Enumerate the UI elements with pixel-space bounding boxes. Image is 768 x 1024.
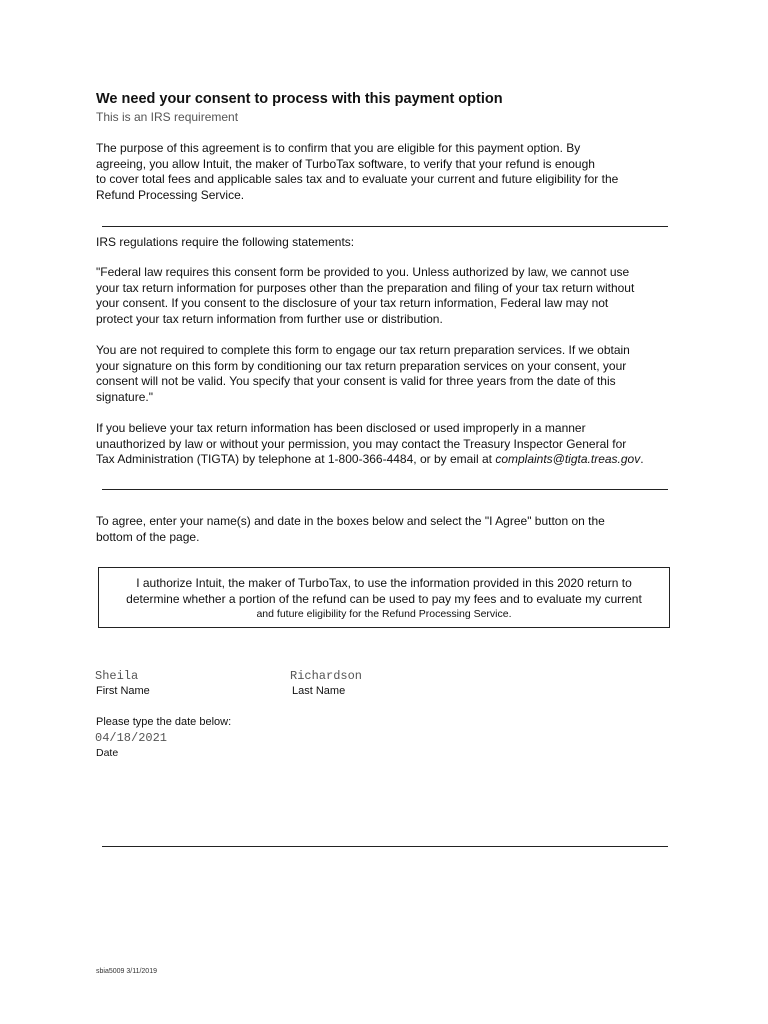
date-label: Date xyxy=(96,747,119,759)
intro-line: Refund Processing Service. xyxy=(96,187,245,202)
intro-line: The purpose of this agreement is to confirm that you are eligible for this payment option. By xyxy=(96,141,581,155)
statement-line: signature." xyxy=(96,389,153,404)
date-field[interactable]: 04/18/2021 xyxy=(95,731,168,745)
page-title: We need your consent to process with this payment option xyxy=(96,91,503,107)
statement-line: consent will not be valid. You specify that your consent is valid for three years from the date of this xyxy=(96,374,616,389)
statement-line: You are not required to complete this form to engage our tax return preparation services. If we obtain xyxy=(96,343,630,357)
divider xyxy=(102,489,668,490)
tigta-email-link[interactable]: complaints@tigta.treas.gov xyxy=(495,452,641,467)
statement-line xyxy=(96,452,676,468)
last-name-label: Last Name xyxy=(292,685,346,697)
period: . xyxy=(640,452,644,467)
date-prompt: Please type the date below: xyxy=(96,716,232,728)
statement-line: If you believe your tax return information has been disclosed or used improperly in a manner xyxy=(96,421,586,435)
irs-statement-paragraph-2 xyxy=(96,343,676,405)
statement-line: "Federal law requires this consent form be provided to you. Unless authorized by law, we cannot use xyxy=(96,265,630,279)
instruction-line: bottom of the page. xyxy=(96,529,200,544)
first-name-field[interactable]: Sheila xyxy=(95,669,139,683)
authorization-line: and future eligibility for the Refund Processing Service. xyxy=(256,608,512,620)
page-subtitle: This is an IRS requirement xyxy=(96,110,239,124)
authorization-line: determine whether a portion of the refund can be used to pay my fees and to evaluate my current xyxy=(126,592,642,606)
irs-statement-paragraph-1 xyxy=(96,265,676,327)
authorization-line: I authorize Intuit, the maker of TurboTax, to use the information provided in this 2020 return to xyxy=(136,576,632,590)
first-name-label: First Name xyxy=(96,685,150,697)
statement-line: unauthorized by law or without your permission, you may contact the Treasury Inspector General for xyxy=(96,436,627,451)
irs-statement-paragraph-3 xyxy=(96,421,676,468)
statement-line: your consent. If you consent to the disclosure of your tax return information, Federal law may not xyxy=(96,296,609,311)
intro-paragraph xyxy=(96,141,676,203)
divider xyxy=(102,846,668,847)
irs-heading: IRS regulations require the following statements: xyxy=(96,235,355,249)
divider xyxy=(102,226,668,227)
agree-instructions xyxy=(96,514,676,545)
form-id-footer: sbia5009 3/11/2019 xyxy=(96,968,157,975)
intro-line: agreeing, you allow Intuit, the maker of TurboTax software, to verify that your refund is enough xyxy=(96,156,595,171)
statement-line: protect your tax return information from further use or distribution. xyxy=(96,311,443,326)
statement-line: your signature on this form by conditioning our tax return preparation services on your consent, your xyxy=(96,358,627,373)
instruction-line: To agree, enter your name(s) and date in the boxes below and select the "I Agree" button on the xyxy=(96,514,605,528)
statement-line: your tax return information for purposes other than the preparation and filing of your tax return without xyxy=(96,280,635,295)
tigta-contact-text: Tax Administration (TIGTA) by telephone at 1-800-366-4484, or by email at xyxy=(96,452,496,467)
last-name-field[interactable]: Richardson xyxy=(290,669,363,683)
authorization-box xyxy=(98,567,670,628)
intro-line: to cover total fees and applicable sales tax and to evaluate your current and future eligibility for the xyxy=(96,172,619,187)
